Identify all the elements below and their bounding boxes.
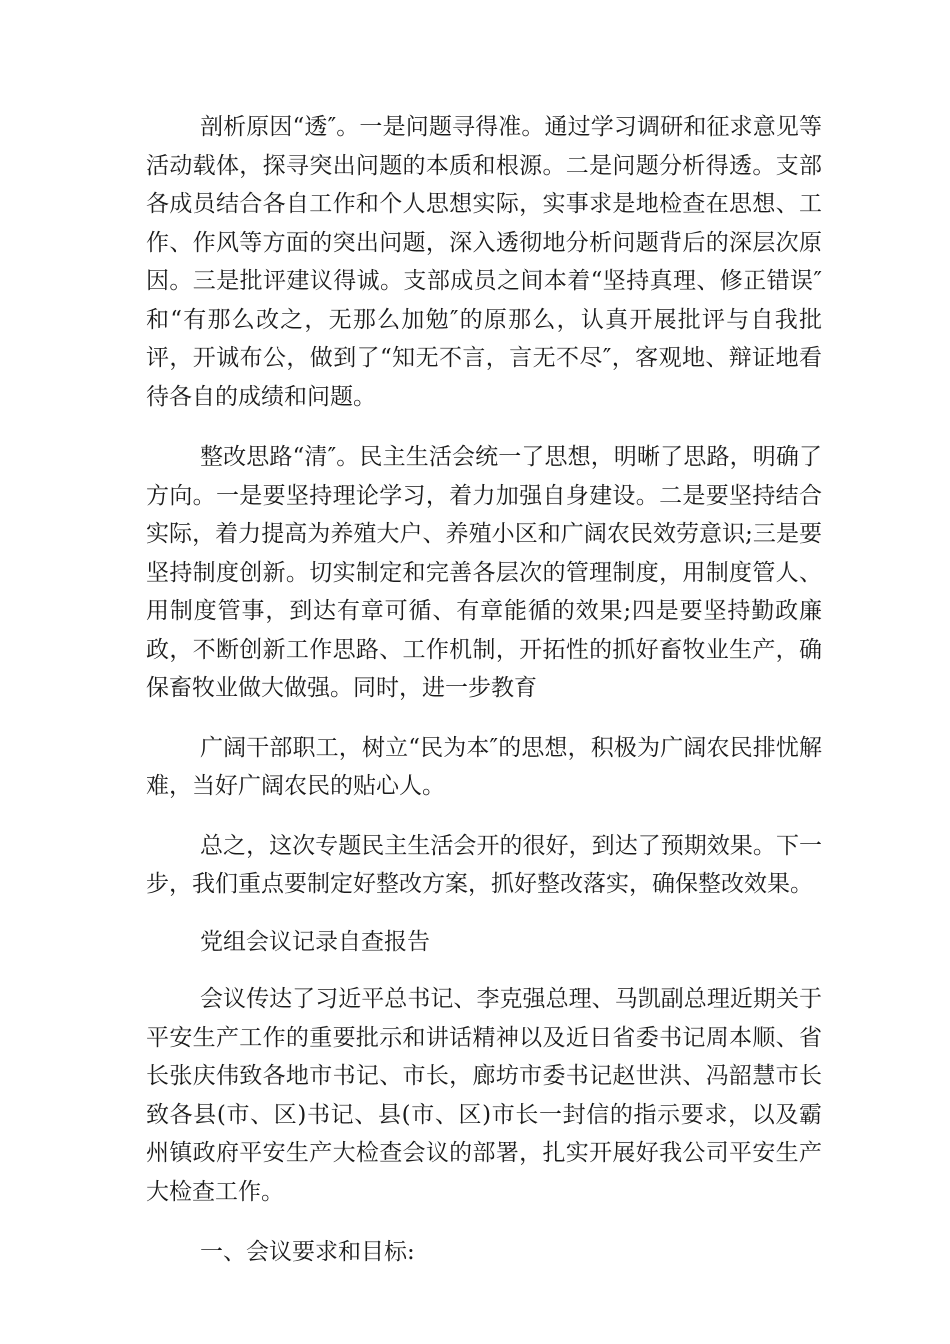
paragraph-analysis-reasons: 剖析原因“透″。一是问题寻得准。通过学习调研和征求意见等活动载体，探寻突出问题的本质和根源。二是问题分析得透。支部各成员结合各自工作和个人思想实际，实事求是地检查在思想、工作、作风等方面的突出问题，深入透彻地分析问题背后的深层次原因。三是批评建议得诚。支部成员之间本着“坚持真理、修正错误″和“有那么改之，无那么加勉″的原那么，认真开展批评与自我批评，开诚布公，做到了“知无不言，言无不尽″，客观地、辩证地看待各自的成绩和问题。 [146, 114, 822, 410]
document-body [146, 108, 822, 1272]
paragraph-rectification-ideas: 整改思路“清″。民主生活会统一了思想，明晰了思路，明确了方向。一是要坚持理论学习，着力加强自身建设。二是要坚持结合实际，着力提高为养殖大户、养殖小区和广阔农民效劳意识;三是要坚持制度创新。切实制定和完善各层次的管理制度，用制度管人、用制度管事，到达有章可循、有章能循的效果;四是要坚持勤政廉政，不断创新工作思路、工作机制，开拓性的抓好畜牧业生产，确保畜牧业做大做强。同时，进一步教育 [146, 444, 822, 701]
paragraph-education-staff: 广阔干部职工，树立“民为本″的思想，积极为广阔农民排忧解难，当好广阔农民的贴心人。 [146, 734, 822, 799]
paragraph-meeting-summary: 会议传达了习近平总书记、李克强总理、马凯副总理近期关于平安生产工作的重要批示和讲话精神以及近日省委书记周本顺、省长张庆伟致各地市书记、市长，廊坊市委书记赵世洪、冯韶慧市长致各县(市、区)书记、县(市、区)市长一封信的指示要求，以及霸州镇政府平安生产大检查会议的部署，扎实开展好我公司平安生产大检查工作。 [146, 986, 822, 1205]
section-heading-meeting-requirements: 一、会议要求和目标: [200, 1239, 415, 1265]
section-title-self-inspection-report: 党组会议记录自查报告 [200, 928, 430, 955]
paragraph-conclusion: 总之，这次专题民主生活会开的很好，到达了预期效果。下一步，我们重点要制定好整改方案，抓好整改落实，确保整改效果。 [146, 832, 822, 897]
